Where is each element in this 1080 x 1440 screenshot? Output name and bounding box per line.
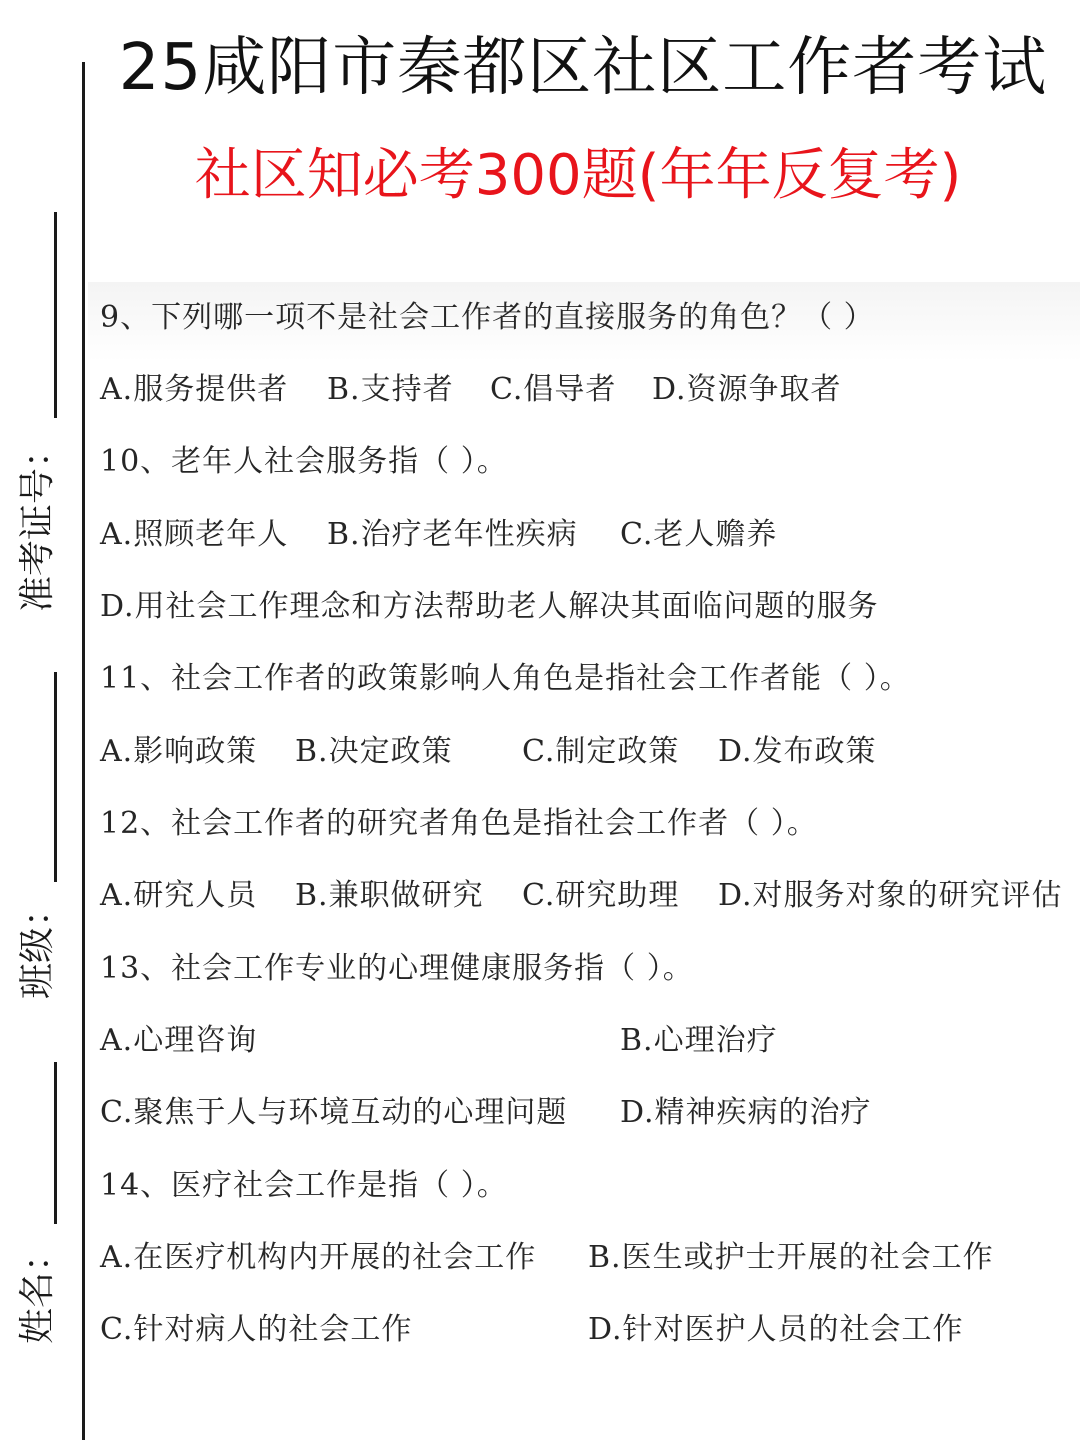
question-9-option-b: B.支持者 [327, 372, 454, 407]
question-9-option-c: C.倡导者 [490, 372, 617, 407]
question-11-option-d: D.发布政策 [718, 734, 877, 769]
question-10-option-b: B.治疗老年性疾病 [327, 517, 578, 552]
question-13-option-b: B.心理治疗 [620, 1023, 778, 1058]
question-12-option-b: B.兼职做研究 [295, 878, 484, 913]
question-12-option-c: C.研究助理 [522, 878, 680, 913]
question-10-option-d: D.用社会工作理念和方法帮助老人解决其面临问题的服务 [100, 589, 879, 624]
question-12-option-d: D.对服务对象的研究评估 [718, 878, 1063, 913]
question-10-option-c: C.老人赡养 [620, 517, 778, 552]
question-11-option-a: A.影响政策 [100, 734, 258, 769]
question-13-option-a: A.心理咨询 [100, 1023, 258, 1058]
exam-id-fill-line [54, 212, 57, 418]
binding-line [82, 62, 85, 1440]
question-14-option-d: D.针对医护人员的社会工作 [588, 1312, 964, 1347]
question-12-option-a: A.研究人员 [100, 878, 258, 913]
question-9-option-a: A.服务提供者 [100, 372, 289, 407]
question-13-option-d: D.精神疾病的治疗 [620, 1095, 872, 1130]
question-12-stem: 12、社会工作者的研究者角色是指社会工作者（ ）。 [100, 806, 818, 841]
question-9-option-d: D.资源争取者 [652, 372, 842, 407]
question-14-option-a: A.在医疗机构内开展的社会工作 [100, 1240, 537, 1275]
question-11-option-b: B.决定政策 [295, 734, 453, 769]
page-subtitle: 社区知必考300题(年年反复考) [194, 143, 962, 208]
question-14-stem: 14、医疗社会工作是指（ ）。 [100, 1168, 508, 1203]
question-13-stem: 13、社会工作专业的心理健康服务指（ ）。 [100, 951, 694, 986]
question-10-stem: 10、老年人社会服务指（ ）。 [100, 444, 508, 479]
page-title: 25咸阳市秦都区社区工作者考试 [118, 31, 1048, 105]
question-11-option-c: C.制定政策 [522, 734, 680, 769]
question-11-stem: 11、社会工作者的政策影响人角色是指社会工作者能（ ）。 [100, 661, 911, 696]
question-13-option-c: C.聚焦于人与环境互动的心理问题 [100, 1095, 568, 1130]
question-10-option-a: A.照顾老年人 [100, 517, 289, 552]
question-14-option-b: B.医生或护士开展的社会工作 [588, 1240, 994, 1275]
question-9-stem: 9、下列哪一项不是社会工作者的直接服务的角色？（ ） [100, 300, 875, 335]
name-fill-line [54, 1062, 57, 1224]
question-14-option-c: C.针对病人的社会工作 [100, 1312, 413, 1347]
class-fill-line [54, 672, 57, 882]
